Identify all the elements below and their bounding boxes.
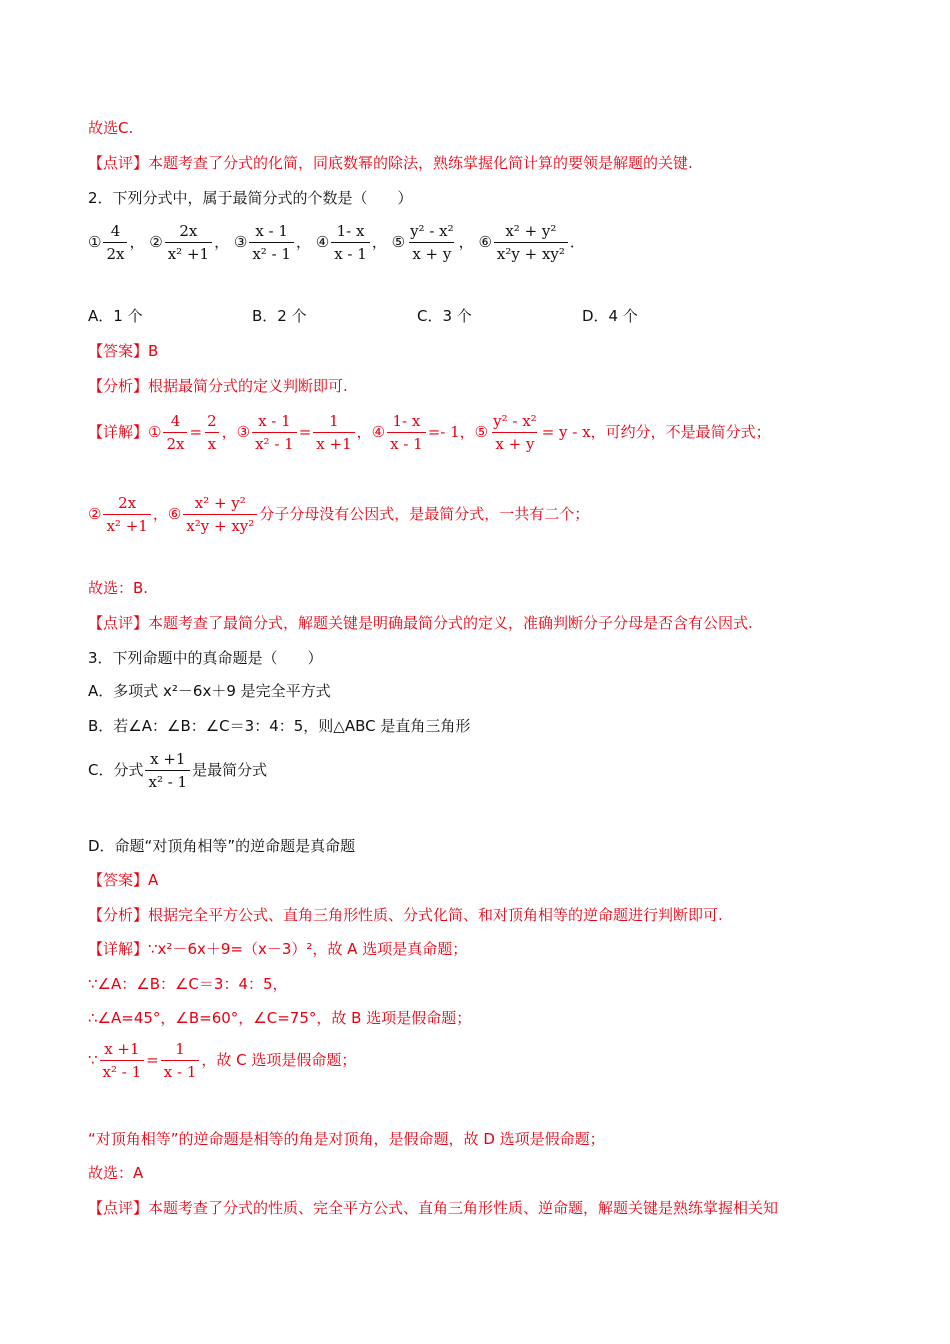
q2-detail-line2: ② $\frac{2x}{\text{x² +1}}$ ，⑥ $\frac{\text{x² + y²}}{\text{x²y + xy²}}$ 分子分母没有公因式，是最简分式，一共有二个； <box>88 494 590 535</box>
q3-comment: 【点评】本题考查了分式的性质、完全平方公式、直角三角形性质、逆命题，解题关键是熟练掌握相关知 <box>88 1199 779 1217</box>
circled-4: ④ <box>315 233 330 251</box>
q2-option-d: D．4 个 <box>582 307 638 325</box>
circled-1: ① <box>88 233 102 251</box>
comment-tag: 【点评】 <box>88 154 149 172</box>
q3-option-d: D．命题“对顶角相等”的逆命题是真命题 <box>88 837 356 855</box>
q2-option-b: B．2 个 <box>252 307 307 325</box>
q3-option-c: C．分式 $\frac{x +1}{\text{x² - 1}}$ 是最简分式 <box>88 750 268 791</box>
q3-detail-line4: ∵ $\frac{x +1}{\text{x² - 1}}$ = $\frac{1}{x - 1}$ ，故 C 选项是假命题； <box>88 1040 357 1081</box>
fraction-2: $\frac{2x}{\text{x² +1}}$ <box>165 222 212 263</box>
fraction-5: $\frac{\text{y² - x²}}{x + y}$ <box>410 222 454 263</box>
q2-answer: 【答案】B <box>88 342 159 360</box>
circled-2: ② <box>149 233 163 251</box>
q2-comment: 【点评】本题考查了最简分式，解题关键是明确最简分式的定义，准确判断分子分母是否含有公因式. <box>88 614 753 632</box>
q2-analysis: 【分析】根据最简分式的定义判断即可. <box>88 377 348 395</box>
q3-analysis: 【分析】根据完全平方公式、直角三角形性质、分式化简、和对顶角相等的逆命题进行判断即可. <box>88 906 723 924</box>
circled-5: ⑤ <box>391 233 406 251</box>
q2-option-c: C．3 个 <box>417 307 472 325</box>
q2-stem: 2．下列分式中，属于最简分式的个数是（ ） <box>88 189 413 207</box>
q3-choose: 故选：A <box>88 1164 144 1182</box>
q3-detail-line2: ∵∠A：∠B：∠C＝3：4：5， <box>88 975 288 993</box>
q2-detail-line1: 【详解】① $\frac{4}{2x}$ = $\frac{2}{x}$ ，③ $\frac{x - 1}{\text{x² - 1}}$ = $\frac{1}{x +1}$ ，④ $\frac{1- x}{x - 1}$ =- 1，⑤ $\frac{\text{y² - x²}}{x + y}$ = y - x，可约分，不是最简分式； <box>88 412 771 453</box>
q3-stem: 3．下列命题中的真命题是（ ） <box>88 649 323 667</box>
q3-option-b: B．若∠A：∠B：∠C＝3：4：5，则△ABC 是直角三角形 <box>88 717 471 735</box>
fraction-6: $\frac{\text{x² + y²}}{\text{x²y + xy²}}$ <box>494 222 568 263</box>
fraction-4: $\frac{1- x}{x - 1}$ <box>331 222 370 263</box>
q3-option-a: A．多项式 x²－6x＋9 是完全平方式 <box>88 682 331 700</box>
q2-option-a: A．1 个 <box>88 307 143 325</box>
q3-detail-line3: ∴∠A=45°，∠B=60°，∠C=75°，故 B 选项是假命题； <box>88 1009 472 1027</box>
q3-detail-line5: “对顶角相等”的逆命题是相等的角是对顶角，是假命题，故 D 选项是假命题； <box>88 1130 605 1148</box>
q2-choose: 故选：B. <box>88 579 149 597</box>
q3-answer: 【答案】A <box>88 871 159 889</box>
q3-detail-line1: 【详解】∵x²－6x＋9=（x－3）²，故 A 选项是真命题； <box>88 940 468 958</box>
circled-3: ③ <box>233 233 248 251</box>
fraction-1: $\frac{4}{2x}$ <box>103 222 127 263</box>
q1-comment <box>88 152 693 173</box>
q2-fraction-list: ① $\frac{4}{2x}$ ， ② $\frac{2x}{\text{x² +1}}$ ， ③ $\frac{x - 1}{\text{x² - 1}}$ ， ④ $\frac{1- x}{x - 1}$ ， ⑤ $\frac{\text{y² - x²}}{x + y}$ ， ⑥ $\frac{\text{x² + y²}}{\text{x²y + xy²}}$ ． <box>88 222 585 263</box>
fraction-3: $\frac{x - 1}{\text{x² - 1}}$ <box>249 222 294 263</box>
comment-text: 本题考查了分式的化简，同底数幂的除法，熟练掌握化简计算的要领是解题的关键. <box>148 154 693 172</box>
q1-choose: 故选C. <box>88 119 134 137</box>
circled-6: ⑥ <box>478 233 492 251</box>
